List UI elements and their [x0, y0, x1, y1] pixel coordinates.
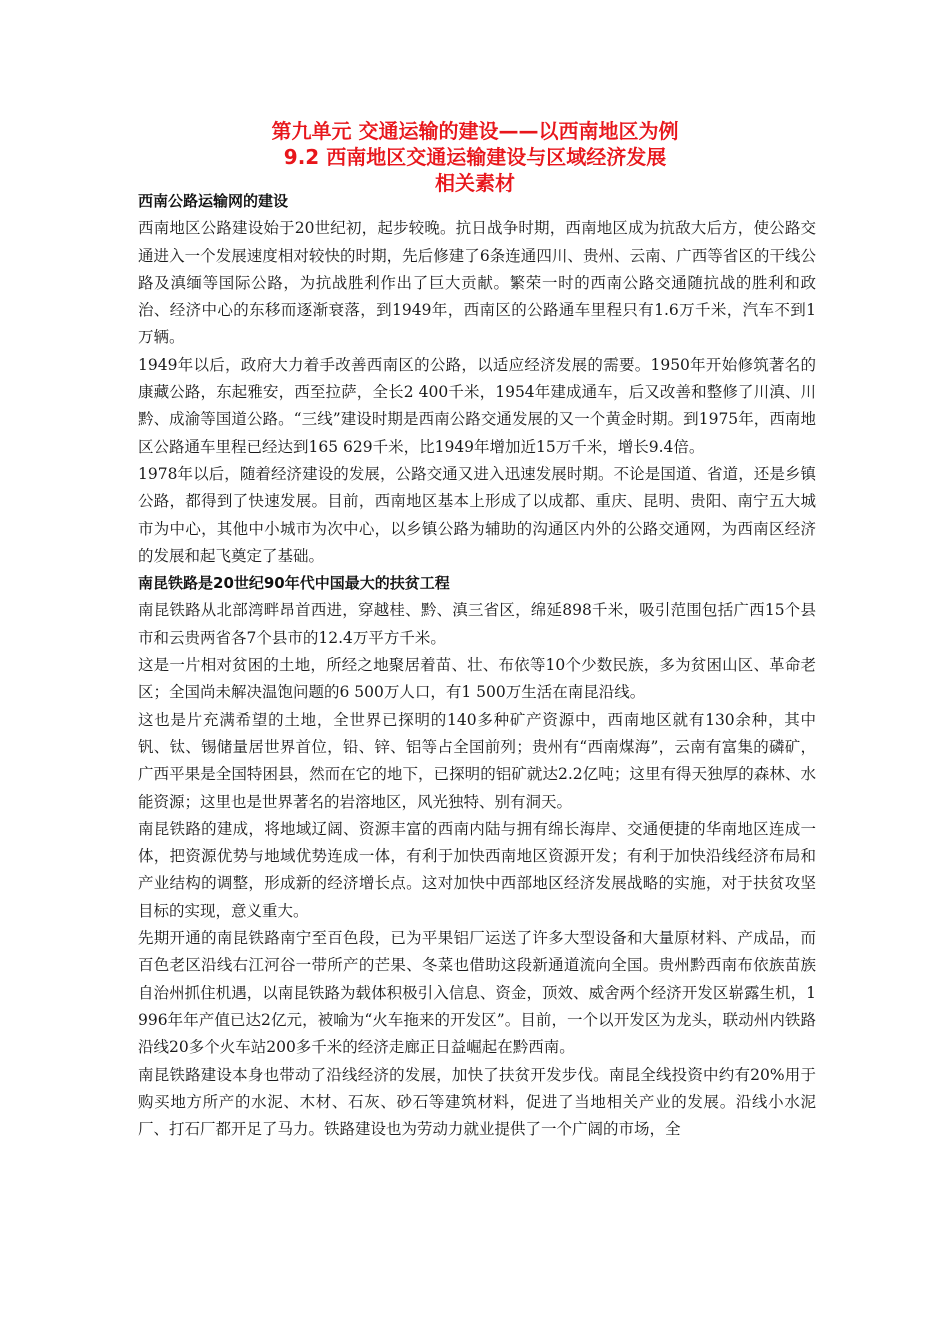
paragraph: 南昆铁路的建成，将地域辽阔、资源丰富的西南内陆与拥有绵长海岸、交通便捷的华南地区连成一体，把资源优势与地域优势连成一体，有利于加快西南地区资源开发；有利于加快沿线经济布局和产业结构的调整，形成新的经济增长点。这对加快中西部地区经济发展战略的实施，对于扶贫攻坚目标的实现，意义重大。 — [138, 819, 816, 920]
lesson-title: 9.2 西南地区交通运输建设与区域经济发展 — [283, 145, 667, 169]
paragraph: 南昆铁路建设本身也带动了沿线经济的发展，加快了扶贫开发步伐。南昆全线投资中约有20%用于购买地方所产的水泥、木材、石灰、砂石等建筑材料，促进了当地相关产业的发展。沿线小水泥厂、打石厂都开足了马力。铁路建设也为劳动力就业提供了一个广阔的市场，全 — [138, 1065, 816, 1139]
paragraph: 先期开通的南昆铁路南宁至百色段，已为平果铝厂运送了许多大型设备和大量原材料、产成品，而百色老区沿线右江河谷一带所产的芒果、冬菜也借助这段新通道流向全国。贵州黔西南布依族苗族自治州抓住机遇，以南昆铁路为载体积极引入信息、资金，顶效、威舍两个经济开发区崭露生机，1996年年产值已达2亿元，被喻为“火车拖来的开发区”。目前，一个以开发区为龙头，联动州内铁路沿线20多个火车站200多千米的经济走廊正日益崛起在黔西南。 — [138, 929, 816, 1057]
material-title: 相关素材 — [435, 171, 515, 195]
paragraph: 这也是片充满希望的土地，全世界已探明的140多种矿产资源中，西南地区就有130余种，其中钒、钛、锡储量居世界首位，铅、锌、铝等占全国前列；贵州有“西南煤海”，云南有富集的磷矿，广西平果是全国特困县，然而在它的地下，已探明的铝矿就达2.2亿吨；这里有得天独厚的森林、水能资源；这里也是世界著名的岩溶地区，风光独特、别有洞天。 — [138, 710, 816, 811]
section-heading: 南昆铁路是20世纪90年代中国最大的扶贫工程 — [138, 574, 450, 593]
paragraph: 南昆铁路从北部湾畔昂首西进，穿越桂、黔、滇三省区，绵延898千米，吸引范围包括广西15个县市和云贵两省各7个县市的12.4万平方千米。 — [138, 601, 816, 647]
unit-title: 第九单元 交通运输的建设——以西南地区为例 — [271, 119, 679, 143]
document-title — [0, 118, 950, 196]
document-body — [138, 188, 816, 1143]
paragraph: 1949年以后，政府大力着手改善西南区的公路，以适应经济发展的需要。1950年开始修筑著名的康藏公路，东起雅安，西至拉萨，全长2 400千米，1954年建成通车，后又改善和整修了川滇、川黔、成渝等国道公路。“三线”建设时期是西南公路交通发展的又一个黄金时期。到1975年，西南地区公路通车里程已经达到165 629千米，比1949年增加近15万千米，增长9.4倍。 — [138, 355, 816, 456]
paragraph: 1978年以后，随着经济建设的发展，公路交通又进入迅速发展时期。不论是国道、省道，还是乡镇公路，都得到了快速发展。目前，西南地区基本上形成了以成都、重庆、昆明、贵阳、南宁五大城市为中心，其他中小城市为次中心，以乡镇公路为辅助的沟通区内外的公路交通网，为西南区经济的发展和起飞奠定了基础。 — [138, 464, 816, 565]
paragraph: 西南地区公路建设始于20世纪初，起步较晚。抗日战争时期，西南地区成为抗敌大后方，使公路交通进入一个发展速度相对较快的时期，先后修建了6条连通四川、贵州、云南、广西等省区的干线公路及滇缅等国际公路，为抗战胜利作出了巨大贡献。繁荣一时的西南公路交通随抗战的胜利和政治、经济中心的东移而逐渐衰落，到1949年，西南区的公路通车里程只有1.6万千米，汽车不到1万辆。 — [138, 219, 816, 347]
section-heading: 西南公路运输网的建设 — [138, 192, 289, 210]
paragraph: 这是一片相对贫困的土地，所经之地聚居着苗、壮、布依等10个少数民族，多为贫困山区、革命老区；全国尚未解决温饱问题的6 500万人口，有1 500万生活在南昆沿线。 — [138, 656, 816, 702]
